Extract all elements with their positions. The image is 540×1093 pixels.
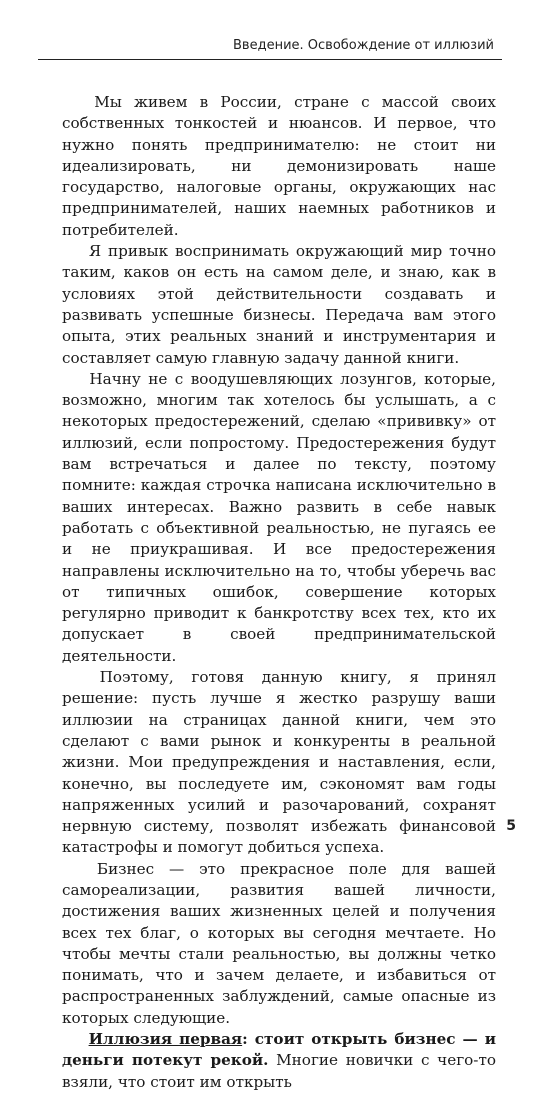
paragraph-2-text: Я привык воспринимать окружающий мир точно таким, каков он есть на самом деле, и знаю, как в условиях этой действительности создавать и развивать успешные бизнесы. Передача вам этого опыта, этих реальных знаний и инструментария и составляет самую главную задачу данной книги. <box>62 242 497 367</box>
page-number: 5 <box>506 818 516 834</box>
paragraph-2 <box>62 241 496 369</box>
paragraph-3-text: Начну не с воодушевляющих лозунгов, которые, возможно, многим так хотелось бы услышать, а с некоторых предостережений, сделаю «прививку» от иллюзий, если попростому. Предостережения будут вам встречаться и далее по тексту, поэтому помните: каждая строчка написана исключительно в ваших интересах. Важно развить в себе навык работать с объективной реальностью, не пугаясь ее и не приукрашивая. И все предостережения направлены исключительно на то, чтобы уберечь вас от типичных ошибок, совершение которых регулярно приводит к банкротству всех тех, кто их допускает в своей предпринимательской деятельности. <box>62 369 496 665</box>
body-text <box>62 92 496 1093</box>
running-title: Введение. Освобождение от иллюзий <box>233 38 494 53</box>
running-header <box>38 38 502 60</box>
illusion-paragraph <box>62 1029 496 1093</box>
paragraph-4 <box>62 667 496 859</box>
illusion-continuation: Многие новички с чего-то взяли, что стоит им открыть <box>62 1051 496 1091</box>
paragraph-1 <box>62 92 496 241</box>
paragraph-4-text: Поэтому, готовя данную книгу, я принял решение: пусть лучше я жестко разрушу ваши иллюзии на страницах данной книги, чем это сделают с вами рынок и конкуренты в реальной жизни. Мои предупреждения и наставления, если, конечно, вы последуете им, сэкономят вам годы напряженных усилий и разочарований, сохранят нервную систему, позволят избежать финансовой катастрофы и помогут добиться успеха. <box>62 668 496 857</box>
paragraph-5 <box>62 859 496 1029</box>
paragraph-3 <box>62 369 496 667</box>
paragraph-1-text: Мы живем в России, стране с массой своих собственных тонкостей и нюансов. И первое, что нужно понять предпринимателю: не стоит ни идеализировать, ни демонизировать наше государство, налоговые органы, окружающих нас предпринимателей, наших наемных работников и потребителей. <box>62 93 496 239</box>
paragraph-5-text: Бизнес — это прекрасное поле для вашей самореализации, развития вашей личности, достижения ваших жизненных целей и получения всех тех благ, о которых вы сегодня мечтаете. Но чтобы мечты стали реальностью, вы должны четко понимать, что и зачем делаете, и избавиться от распространенных заблуждений, самые опасные из которых следующие. <box>62 859 496 1027</box>
illusion-label: Иллюзия первая <box>88 1030 243 1049</box>
illusion-claim: : стоит открыть бизнес — и деньги потекут рекой. <box>62 1030 496 1070</box>
